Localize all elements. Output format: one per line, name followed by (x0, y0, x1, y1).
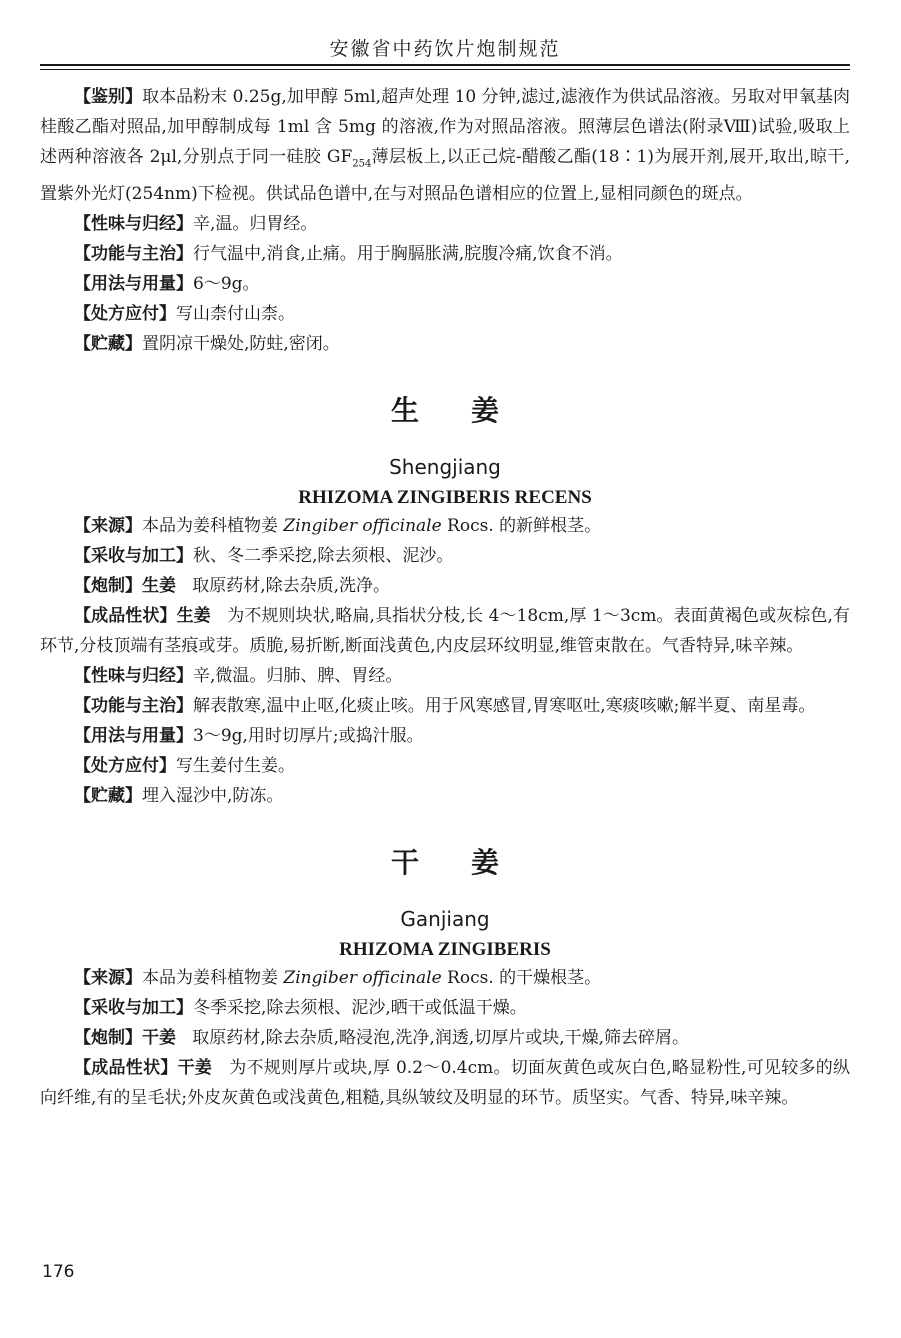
taste-label: 【性味与归经】 (74, 666, 193, 687)
storage-label: 【贮藏】 (74, 786, 142, 807)
header-rule-thin (40, 69, 850, 70)
storage-paragraph (40, 781, 850, 811)
source-text-post: Rocs. 的新鲜根茎。 (441, 516, 602, 537)
characteristics-text: 为不规则厚片或块,厚 0.2～0.4cm。切面灰黄色或灰白色,略显粉性,可见较多的纵向纤维,有的呈毛状;外皮灰黄色或浅黄色,粗糙,具纵皱纹及明显的环节。质坚实。气香、特异,味辛辣。 (40, 1058, 851, 1109)
running-header (40, 34, 850, 61)
process-text: 取原药材,除去杂质,洗净。 (192, 576, 391, 597)
entry-ganjiang (40, 841, 850, 1113)
prescription-label: 【处方应付】 (74, 304, 176, 325)
prescription-paragraph (40, 299, 850, 329)
harvest-text: 冬季采挖,除去须根、泥沙,晒干或低温干燥。 (193, 998, 527, 1019)
source-label: 【来源】 (74, 968, 142, 989)
function-label: 【功能与主治】 (74, 244, 193, 265)
identify-text-a: 取本品粉末 0.25g,加甲醇 5ml,超声处理 10 分钟,滤过,滤液作为供试品溶液。另取对甲氧基肉桂酸乙酯对照品,加甲醇制成每 1ml 含 5mg 的溶液,作为对照品溶液。照薄层色谱法(附录Ⅷ)试验,吸取上述两种溶液各 2μl,分别点于同一硅胶 GF (40, 87, 850, 167)
taste-text: 辛,微温。归肺、脾、胃经。 (193, 666, 403, 687)
storage-text: 置阴凉干燥处,防蛀,密闭。 (142, 334, 340, 355)
storage-text: 埋入湿沙中,防冻。 (142, 786, 284, 807)
harvest-paragraph (40, 993, 850, 1023)
entry-title: 干姜 (390, 846, 551, 880)
taste-paragraph (40, 661, 850, 691)
prescription-text: 写山柰付山柰。 (176, 304, 295, 325)
function-text: 行气温中,消食,止痛。用于胸膈胀满,脘腹冷痛,饮食不消。 (193, 244, 623, 265)
species-name: Zingiber officinale (283, 968, 442, 989)
identify-paragraph (40, 82, 850, 209)
usage-paragraph (40, 269, 850, 299)
page-number: 176 (42, 1262, 75, 1282)
function-paragraph (40, 239, 850, 269)
identify-label: 【鉴别】 (74, 87, 143, 107)
harvest-text: 秋、冬二季采挖,除去须根、泥沙。 (193, 546, 454, 567)
characteristics-paragraph (40, 601, 850, 661)
source-paragraph (40, 963, 850, 993)
function-paragraph (40, 691, 850, 721)
page-body (40, 82, 850, 1113)
header-rule-thick (40, 64, 850, 66)
taste-paragraph (40, 209, 850, 239)
process-label: 【炮制】干姜 (74, 1028, 176, 1049)
characteristics-label: 【成品性状】生姜 (74, 606, 211, 627)
prescription-label: 【处方应付】 (74, 756, 176, 777)
entry-latin-name: RHIZOMA ZINGIBERIS (339, 939, 551, 961)
characteristics-label: 【成品性状】干姜 (74, 1058, 213, 1079)
usage-text: 6～9g。 (193, 274, 260, 295)
characteristics-text: 为不规则块状,略扁,具指状分枝,长 4～18cm,厚 1～3cm。表面黄褐色或灰棕色,有环节,分枝顶端有茎痕或芽。质脆,易折断,断面浅黄色,内皮层环纹明显,维管束散在。气香特异,味辛辣。 (40, 606, 850, 657)
identify-text-b: 薄层板上,以正己烷-醋酸乙酯(18∶1)为展开剂,展开,取出,晾干,置紫外光灯(254nm)下检视。供试品色谱中,在与对照品色谱相应的位置上,显相同颜色的斑点。 (40, 147, 850, 205)
entry-latin-name: RHIZOMA ZINGIBERIS RECENS (298, 487, 592, 509)
harvest-label: 【采收与加工】 (74, 998, 193, 1019)
entry-pinyin: Shengjiang (389, 455, 501, 480)
process-label: 【炮制】生姜 (74, 576, 176, 597)
characteristics-paragraph (40, 1053, 850, 1113)
source-text-pre: 本品为姜科植物姜 (142, 516, 284, 537)
harvest-label: 【采收与加工】 (74, 546, 193, 567)
process-paragraph (40, 1023, 850, 1053)
prescription-text: 写生姜付生姜。 (176, 756, 295, 777)
harvest-paragraph (40, 541, 850, 571)
usage-paragraph (40, 721, 850, 751)
species-name: Zingiber officinale (283, 516, 442, 537)
source-paragraph (40, 511, 850, 541)
entry-title: 生姜 (390, 394, 551, 428)
process-text: 取原药材,除去杂质,略浸泡,洗净,润透,切厚片或块,干燥,筛去碎屑。 (192, 1028, 690, 1049)
usage-label: 【用法与用量】 (74, 726, 193, 747)
source-text-pre: 本品为姜科植物姜 (142, 968, 284, 989)
taste-label: 【性味与归经】 (74, 214, 193, 235)
function-text: 解表散寒,温中止呕,化痰止咳。用于风寒感冒,胃寒呕吐,寒痰咳嗽;解半夏、南星毒。 (193, 696, 816, 717)
entry-pinyin: Ganjiang (400, 907, 490, 932)
usage-label: 【用法与用量】 (74, 274, 193, 295)
prescription-paragraph (40, 751, 850, 781)
header-title: 安徽省中药饮片炮制规范 (329, 38, 561, 60)
entry-shengjiang (40, 389, 850, 811)
source-label: 【来源】 (74, 516, 142, 537)
usage-text: 3～9g,用时切厚片;或捣汁服。 (193, 726, 424, 747)
taste-text: 辛,温。归胃经。 (193, 214, 318, 235)
process-paragraph (40, 571, 850, 601)
function-label: 【功能与主治】 (74, 696, 193, 717)
storage-label: 【贮藏】 (74, 334, 142, 355)
storage-paragraph (40, 329, 850, 359)
source-text-post: Rocs. 的干燥根茎。 (441, 968, 602, 989)
identify-subscript: 254 (352, 158, 372, 170)
